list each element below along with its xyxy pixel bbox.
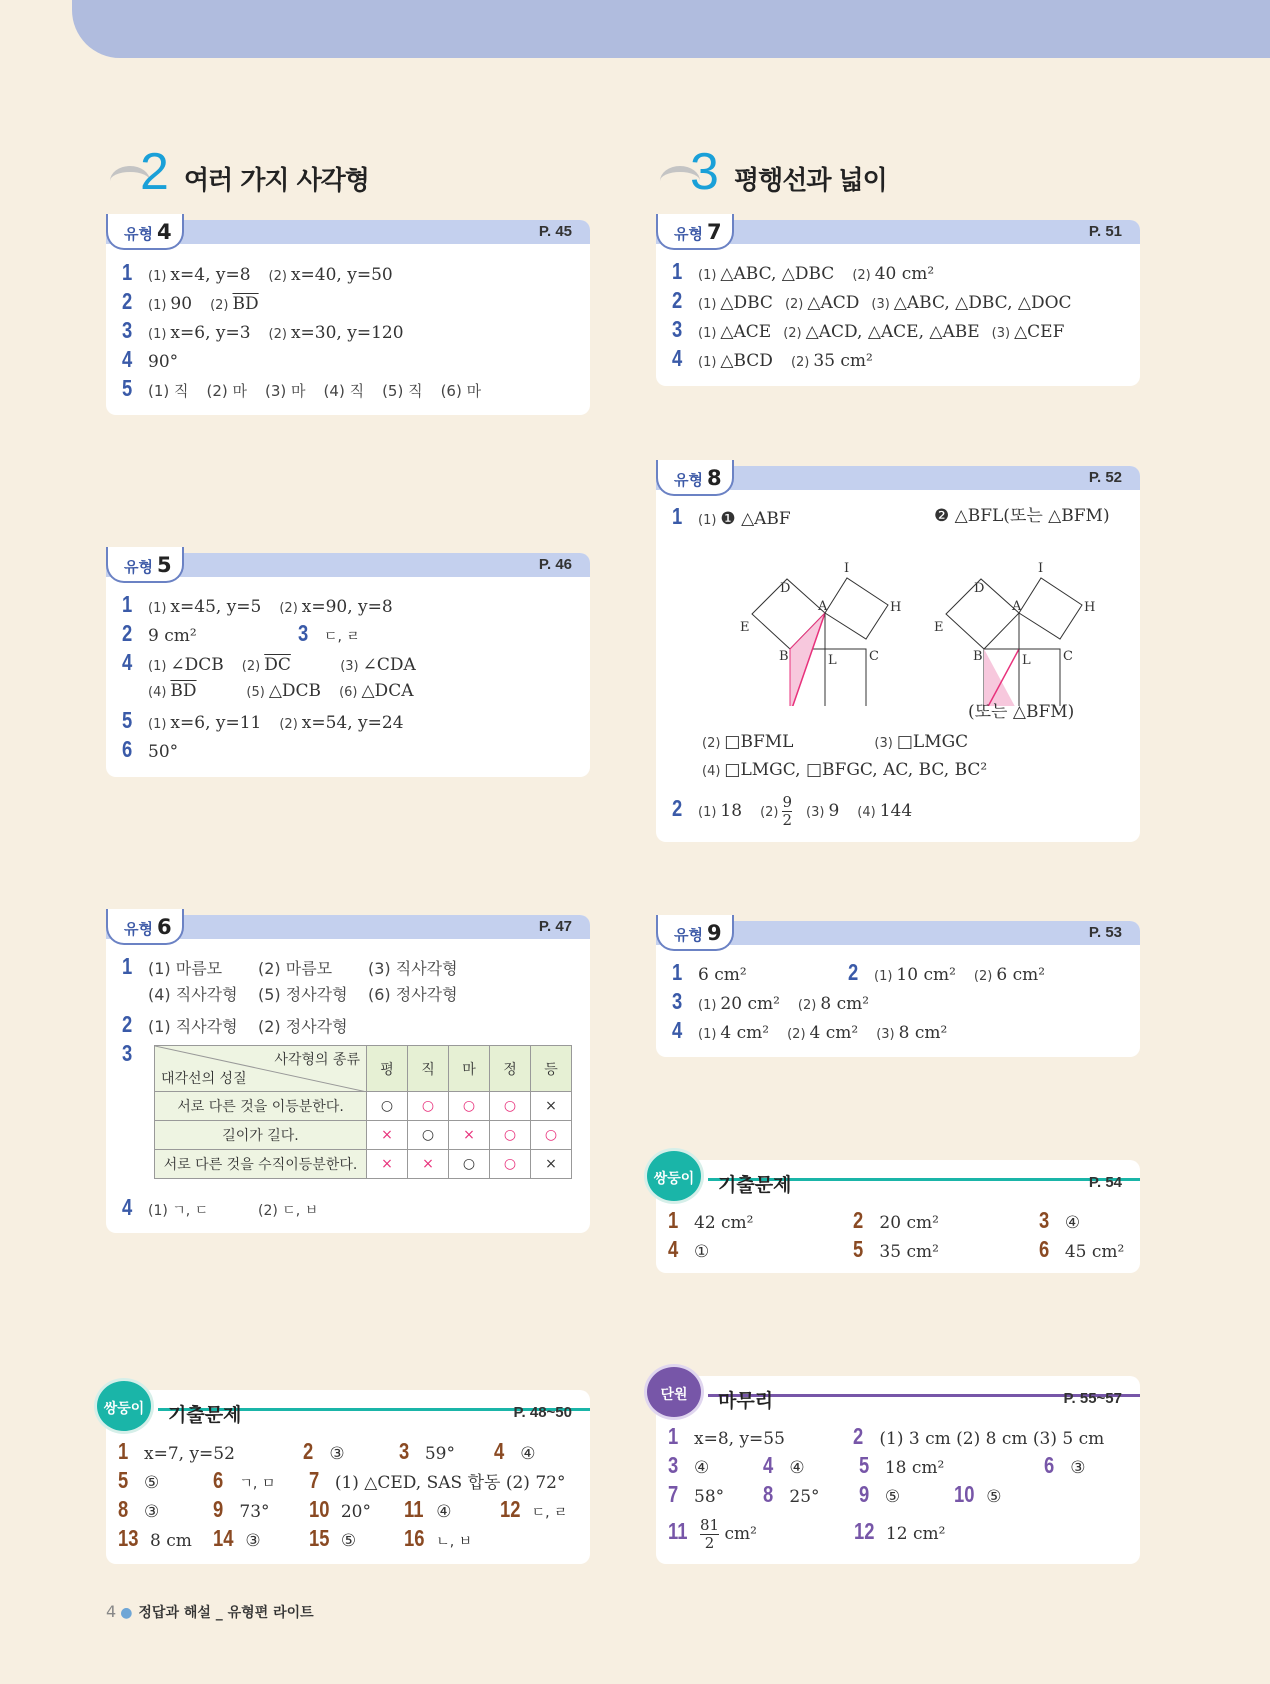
answer-row: (2) □BFML (3) □LMGC (702, 732, 969, 752)
answer-row: 3 (122, 1040, 133, 1066)
table-corner: 사각형의 종류 대각선의 성질 (155, 1046, 367, 1092)
card-header (106, 220, 590, 244)
figure-note: (또는 △BFM) (968, 702, 1075, 722)
type-4-card (106, 220, 590, 415)
fig-label: B (779, 649, 789, 664)
answer-row: 5 (1) 직 (2) 마 (3) 마 (4) 직 (5) 직 (6) 마 (122, 375, 482, 401)
answer-row: 2 (1) 18 (2) $\frac{9}{2}$ (3) 9 (4) 144 (672, 793, 913, 829)
twin-exam-card-right (653, 1160, 1140, 1273)
card-header (656, 220, 1140, 244)
page-ref: P. 48~50 (513, 1404, 572, 1421)
table-col-header: 직 (408, 1046, 449, 1092)
card-header (656, 466, 1140, 490)
table-col-header: 평 (367, 1046, 408, 1092)
fig-label: B (973, 649, 983, 664)
fig-label: D (974, 581, 985, 596)
top-banner (72, 0, 1270, 58)
fig-label: H (890, 600, 902, 615)
section-number: 2 (140, 143, 169, 201)
section-heading: 평행선과 넓이 (734, 166, 887, 196)
fig-label: A (1012, 599, 1022, 614)
table-col-header: 마 (449, 1046, 490, 1092)
type-tag: 유형 8 (656, 460, 734, 496)
page-footer (106, 1602, 314, 1622)
answer-row: 2 9 cm² 3 ㄷ, ㄹ (122, 620, 360, 646)
answer-row: 1 x=7, y=52 2 ③ 3 59° 4 ④ (118, 1438, 536, 1464)
section-3-title (660, 143, 1060, 201)
unit-review-card (656, 1376, 1140, 1564)
answer-row: 1 42 cm² 2 20 cm² 3 ④ (668, 1207, 1081, 1233)
answer-row: 4 90° (122, 346, 179, 372)
answer-row: 4 ① 5 35 cm² 6 45 cm² (668, 1236, 1125, 1262)
fraction: $\frac{81}{2}$ (700, 1516, 720, 1552)
section-heading: 여러 가지 사각형 (184, 166, 369, 196)
type-tag: 유형 9 (656, 915, 734, 951)
answer-row: 4 (1) △BCD (2) 35 cm² (672, 345, 873, 371)
answer-row: 2 (1) △DBC (2) △ACD (3) △ABC, △DBC, △DOC (672, 287, 1072, 313)
card-header (106, 915, 590, 939)
page-ref: P. 45 (538, 223, 572, 240)
answer-row: 1 (1) x=4, y=8 (2) x=40, y=50 (122, 259, 393, 285)
answer-row: 1 (1) ❶ △ABF ❷ △BFL(또는 △BFM) (672, 503, 1110, 529)
figure-left (740, 561, 901, 706)
fig-label: H (1084, 600, 1096, 615)
answer-row: 3 (1) △ACE (2) △ACD, △ACE, △ABE (3) △CEF (672, 316, 1065, 342)
answer-row: 7 58° 8 25° 9 ⑤ 10 ⑤ (668, 1481, 1002, 1507)
type-tag: 유형 5 (106, 547, 184, 583)
twin-badge: 쌍둥이 (644, 1148, 704, 1204)
type-tag: 유형 7 (656, 214, 734, 250)
fig-label: I (1038, 561, 1044, 576)
answer-row: 4 (1) ∠DCB (2) $\overline{DC}$ (3) ∠CDA (122, 649, 416, 675)
answer-row: 1 (1) x=45, y=5 (2) x=90, y=8 (122, 591, 393, 617)
answer-row: 5 ⑤ 6 ㄱ, ㅁ 7 (1) △CED, SAS 합동 (2) 72° (118, 1467, 566, 1493)
table-col-header: 정 (490, 1046, 531, 1092)
fig-label: C (1063, 649, 1073, 664)
twin-title: 기출문제 (718, 1174, 792, 1196)
review-badge: 단원 (644, 1364, 704, 1420)
type-tag: 유형 4 (106, 214, 184, 250)
table-col-header: 등 (531, 1046, 572, 1092)
answer-row: 4 (1) 4 cm² (2) 4 cm² (3) 8 cm² (672, 1017, 948, 1043)
answer-row: 11 $\frac{81}{2}$ cm² 12 12 cm² (668, 1516, 946, 1552)
twin-exam-card-left (103, 1390, 590, 1564)
footer-text: 정답과 해설 _ 유형편 라이트 (138, 1605, 314, 1621)
answer-row: 3 (1) 20 cm² (2) 8 cm² (672, 988, 870, 1014)
answer-row: 5 (1) x=6, y=11 (2) x=54, y=24 (122, 707, 404, 733)
table-row: 서로 다른 것을 수직이등분한다. × × ○ ○ × (155, 1150, 572, 1179)
answer-row: (4) $\overline{BD}$ (5) △DCB (6) △DCA (148, 681, 414, 701)
fraction: $\frac{9}{2}$ (782, 793, 793, 829)
page-ref: P. 55~57 (1063, 1390, 1122, 1407)
answer-row: 3 (1) x=6, y=3 (2) x=30, y=120 (122, 317, 404, 343)
type-6-card (106, 915, 590, 1233)
answer-row: 1 6 cm² 2 (1) 10 cm² (2) 6 cm² (672, 959, 1046, 985)
answer-row: 8 ③ 9 73° 10 20° 11 ④ 12 ㄷ, ㄹ (118, 1496, 568, 1522)
card-header (106, 553, 590, 577)
type-7-card (656, 220, 1140, 386)
page-ref: P. 53 (1088, 924, 1122, 941)
answer-row: 3 ④ 4 ④ 5 18 cm² 6 ③ (668, 1452, 1086, 1478)
answer-row: 2 (1) 90 (2) $\overline{BD}$ (122, 288, 259, 314)
answer-row: 13 8 cm 14 ③ 15 ⑤ 16 ㄴ, ㅂ (118, 1525, 473, 1551)
twin-badge: 쌍둥이 (94, 1378, 154, 1434)
figure-right (934, 561, 1095, 706)
fig-label: A (818, 599, 828, 614)
page-number: 4 (106, 1602, 117, 1621)
fig-label: C (869, 649, 879, 664)
type-9-card (656, 921, 1140, 1057)
answer-row: 2 (1) 직사각형 (2) 정사각형 (122, 1011, 348, 1037)
bullet-icon: ● (120, 1605, 133, 1621)
answer-row: (4) 직사각형 (5) 정사각형 (6) 정사각형 (148, 985, 458, 1004)
section-number: 3 (690, 143, 719, 201)
diagonal-properties-table (154, 1045, 572, 1179)
answer-row: 6 50° (122, 736, 179, 762)
table-row: 길이가 길다. × ○ × ○ ○ (155, 1121, 572, 1150)
answer-row: (4) □LMGC, □BFGC, AC, BC, BC² (702, 760, 988, 780)
page-ref: P. 52 (1088, 469, 1122, 486)
page-ref: P. 47 (538, 918, 572, 935)
card-header (656, 921, 1140, 945)
fig-label: E (740, 620, 750, 635)
table-row: 서로 다른 것을 이등분한다. ○ ○ ○ ○ × (155, 1092, 572, 1121)
fig-label: L (828, 653, 837, 668)
page-ref: P. 51 (1088, 223, 1122, 240)
type-tag: 유형 6 (106, 909, 184, 945)
answer-row: 1 x=8, y=55 2 (1) 3 cm (2) 8 cm (3) 5 cm (668, 1423, 1105, 1449)
fig-label: I (844, 561, 850, 576)
review-title: 마무리 (718, 1390, 774, 1412)
fig-label: E (934, 620, 944, 635)
fig-label: D (780, 581, 791, 596)
twin-title: 기출문제 (168, 1404, 242, 1426)
answer-row: 4 (1) ㄱ, ㄷ (2) ㄷ, ㅂ (122, 1194, 319, 1220)
answer-row: 1 (1) △ABC, △DBC (2) 40 cm² (672, 258, 935, 284)
type-8-card (656, 466, 1140, 842)
answer-row: 1 (1) 마름모 (2) 마름모 (3) 직사각형 (122, 953, 458, 979)
type-5-card (106, 553, 590, 777)
pythagoras-figures (730, 534, 1110, 706)
page-ref: P. 54 (1088, 1174, 1122, 1191)
fig-label: L (1022, 653, 1031, 668)
page-ref: P. 46 (538, 556, 572, 573)
section-2-title (110, 143, 510, 201)
